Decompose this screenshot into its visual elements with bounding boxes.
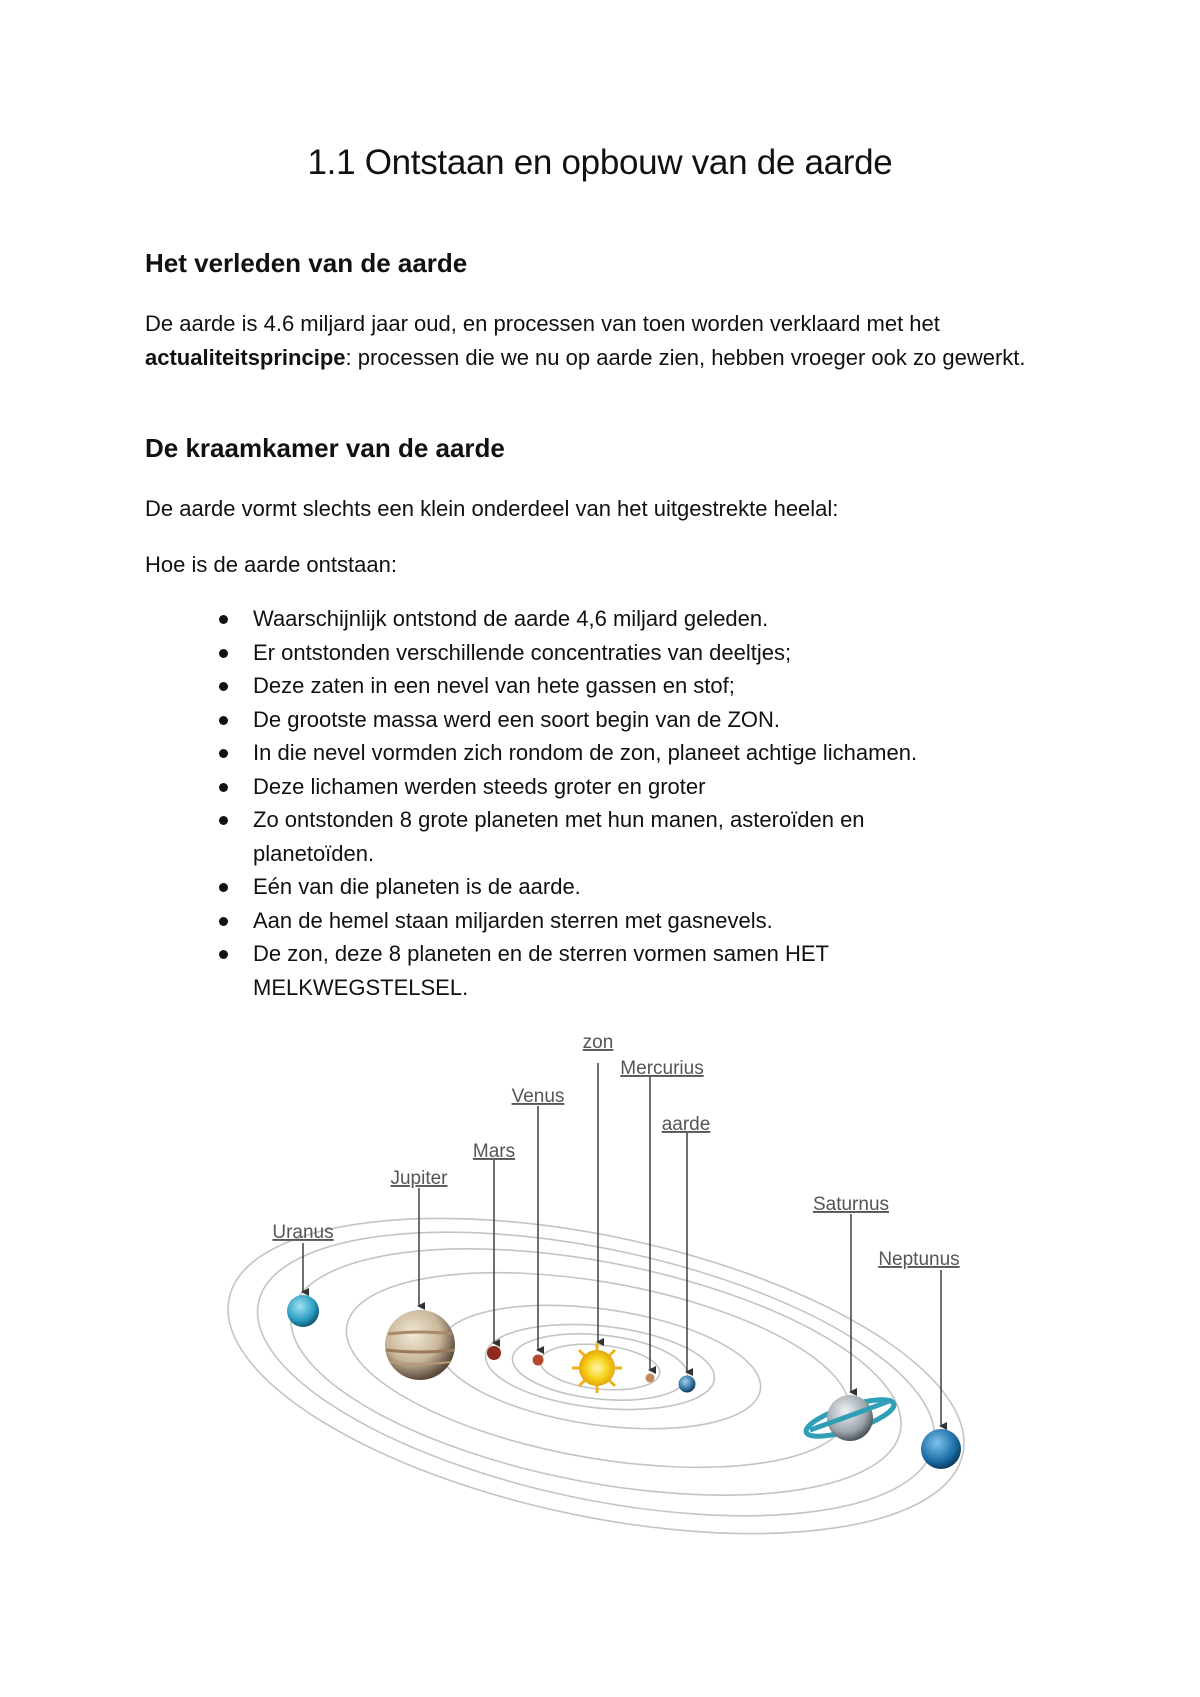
sun-icon <box>572 1343 622 1393</box>
label-mercurius: Mercurius <box>620 1058 704 1079</box>
label-uranus: Uranus <box>272 1222 334 1243</box>
paragraph-continuation: : processen die we nu op aarde zien, hebben vroeger ook zo gewerkt. <box>345 345 1026 370</box>
mercury-icon <box>646 1374 655 1383</box>
list-item: Eén van die planeten is de aarde. <box>145 870 953 904</box>
neptune-icon <box>921 1429 961 1469</box>
saturn-icon <box>803 1392 898 1443</box>
paragraph-intro: De aarde is 4.6 miljard jaar oud, en processen van toen worden verklaard met het <box>145 311 940 336</box>
paragraph-question: Hoe is de aarde ontstaan: <box>145 552 397 577</box>
list-item: De zon, deze 8 planeten en de sterren vormen samen HET MELKWEGSTELSEL. <box>145 937 953 1004</box>
list-item: De grootste massa werd een soort begin van de ZON. <box>145 703 953 737</box>
list-item: In die nevel vormden zich rondom de zon, planeet achtige lichamen. <box>145 736 953 770</box>
label-zon: zon <box>582 1032 614 1053</box>
list-item: Deze lichamen werden steeds groter en groter <box>145 770 953 804</box>
list-item: Waarschijnlijk ontstond de aarde 4,6 miljard geleden. <box>145 602 953 636</box>
jupiter-icon <box>385 1310 455 1380</box>
mars-icon <box>487 1346 501 1360</box>
label-venus: Venus <box>511 1086 565 1107</box>
venus-icon <box>533 1355 544 1366</box>
section-heading-past: Het verleden van de aarde <box>145 248 468 278</box>
list-item: Er ontstonden verschillende concentraties van deeltjes; <box>145 636 953 670</box>
section-heading-origin: De kraamkamer van de aarde <box>145 433 505 463</box>
term-actualiteitsprincipe: actualiteitsprincipe <box>145 345 346 370</box>
list-item: Zo ontstonden 8 grote planeten met hun manen, asteroïden en planetoïden. <box>145 803 953 870</box>
paragraph-universe: De aarde vormt slechts een klein onderdeel van het uitgestrekte heelal: <box>145 496 839 521</box>
page-title: 1.1 Ontstaan en opbouw van de aarde <box>307 143 893 182</box>
list-item: Aan de hemel staan miljarden sterren met gasnevels. <box>145 904 953 938</box>
label-jupiter: Jupiter <box>390 1168 448 1189</box>
uranus-icon <box>287 1295 319 1327</box>
earth-icon <box>679 1376 696 1393</box>
label-mars: Mars <box>472 1141 516 1162</box>
list-item: Deze zaten in een nevel van hete gassen en stof; <box>145 669 953 703</box>
label-aarde: aarde <box>661 1114 711 1135</box>
label-neptunus: Neptunus <box>878 1249 960 1270</box>
label-saturnus: Saturnus <box>812 1194 890 1215</box>
